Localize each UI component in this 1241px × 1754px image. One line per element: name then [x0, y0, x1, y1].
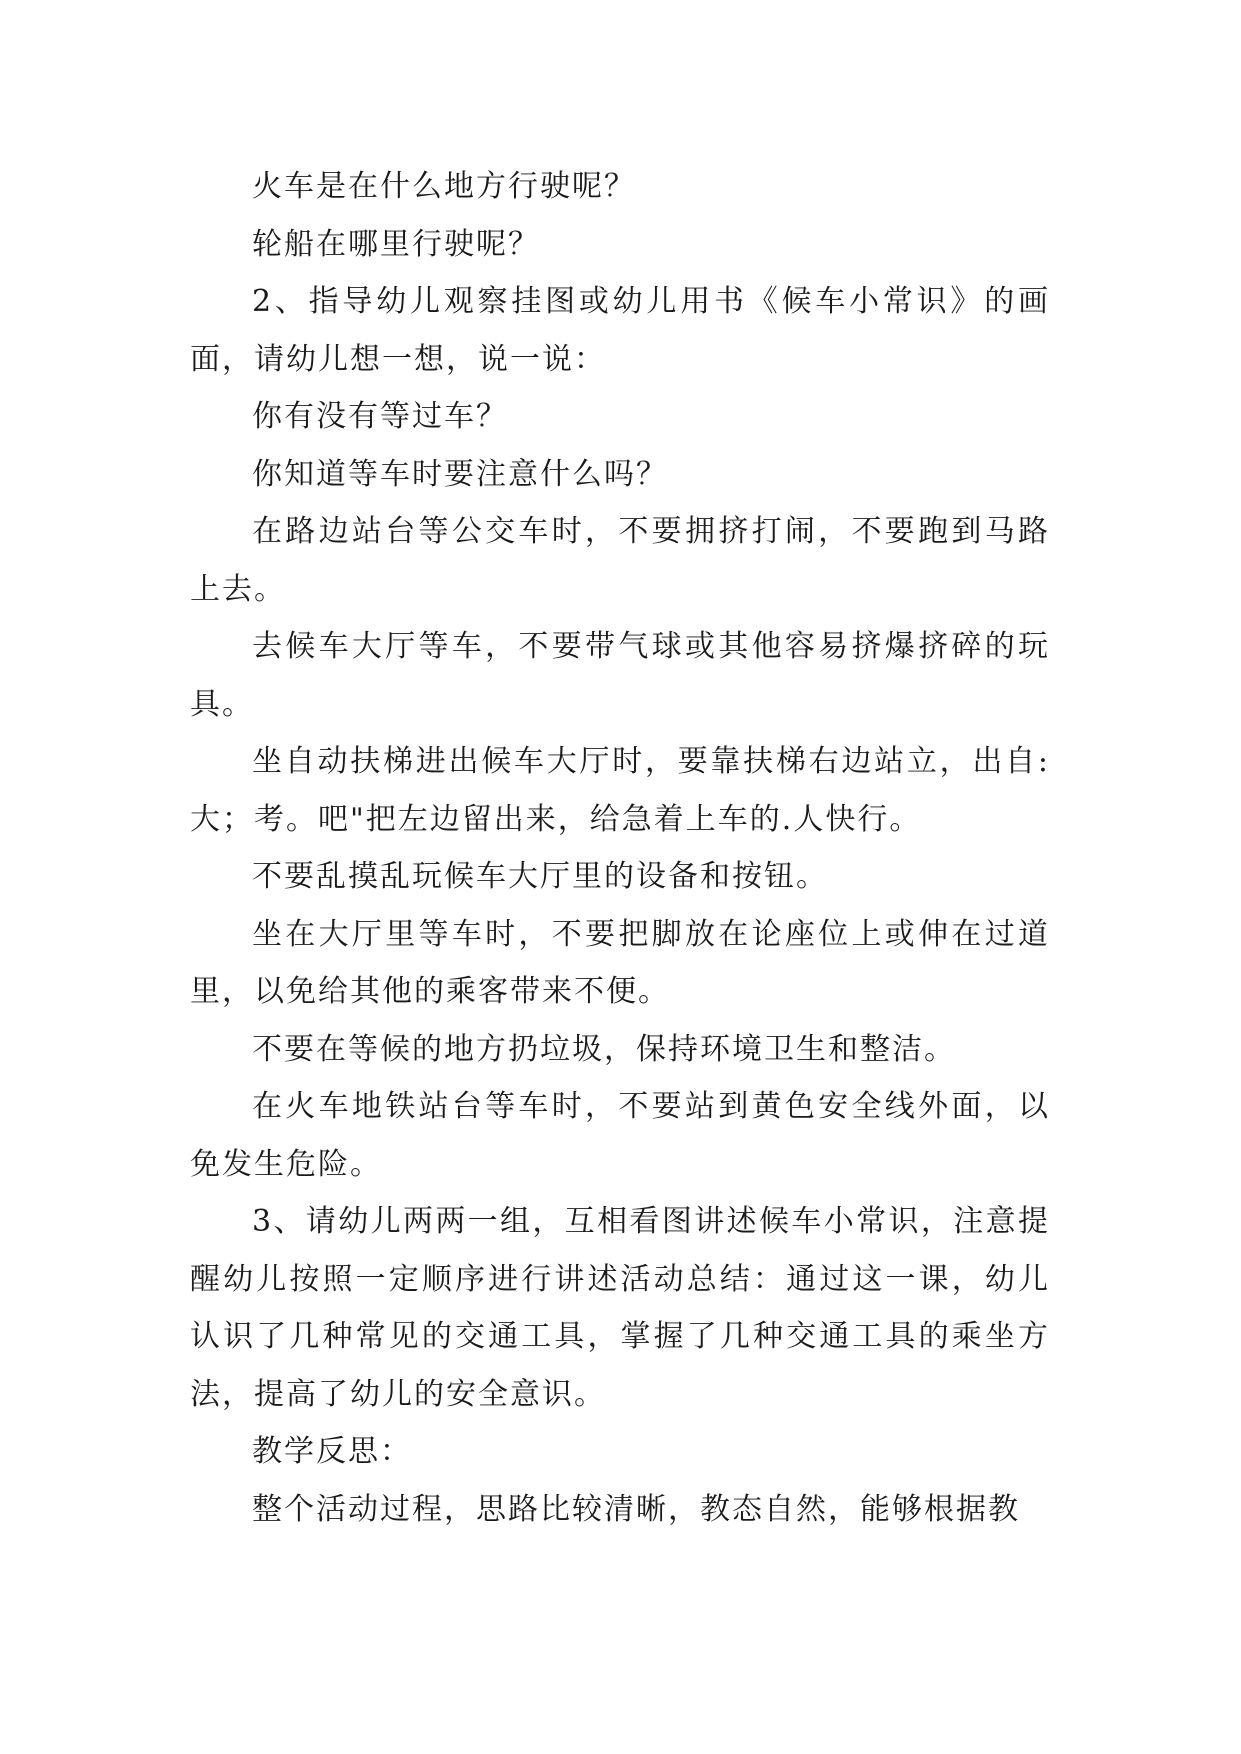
paragraph: 轮船在哪里行驶呢？	[252, 226, 540, 262]
paragraph: 你有没有等过车？	[252, 399, 508, 434]
paragraph: 去候车大厅等车，不要带气球或其他容易挤爆挤碎的玩具。	[190, 629, 1050, 722]
paragraph: 火车是在什么地方行驶呢？	[252, 169, 636, 204]
paragraph: 坐在大厅里等车时，不要把脚放在论座位上或伸在过道里，以免给其他的乘客带来不便。	[190, 916, 1050, 1009]
paragraph: 在路边站台等公交车时，不要拥挤打闹，不要跑到马路上去。	[190, 514, 1050, 607]
paragraph: 2、指导幼儿观察挂图或幼儿用书《候车小常识》的画面，请幼儿想一想，说一说：	[190, 284, 1050, 377]
paragraph: 教学反思：	[252, 1434, 412, 1469]
paragraph: 你知道等车时要注意什么吗？	[252, 456, 668, 492]
paragraph: 在火车地铁站台等车时，不要站到黄色安全线外面，以免发生危险。	[190, 1089, 1050, 1182]
document-body	[190, 158, 1050, 1538]
paragraph: 不要在等候的地方扔垃圾，保持环境卫生和整洁。	[252, 1031, 956, 1067]
paragraph: 坐自动扶梯进出候车大厅时，要靠扶梯右边站立，出自:大；考。吧"把左边留出来，给急着上车的.人快行。	[190, 744, 1050, 837]
paragraph: 3、请幼儿两两一组，互相看图讲述候车小常识，注意提醒幼儿按照一定顺序进行讲述活动总结：通过这一课，幼儿认识了几种常见的交通工具，掌握了几种交通工具的乘坐方法，提高了幼儿的安全意识。	[190, 1204, 1050, 1412]
paragraph: 不要乱摸乱玩候车大厅里的设备和按钮。	[252, 859, 828, 894]
paragraph: 整个活动过程，思路比较清晰，教态自然，能够根据教	[252, 1491, 1020, 1527]
